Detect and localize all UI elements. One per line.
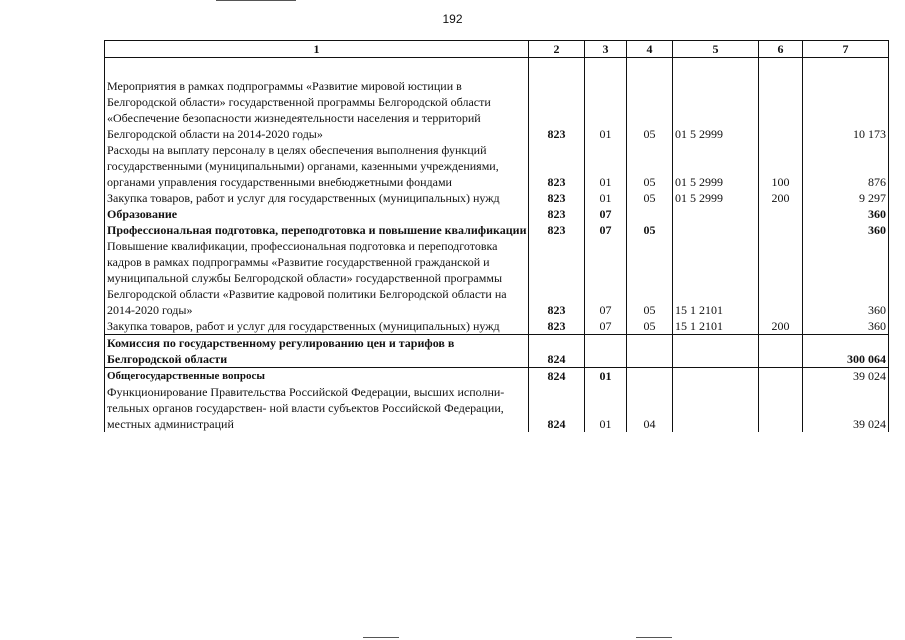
row-target-article: 01 5 2999 bbox=[673, 58, 759, 143]
row-name: Общегосударственные вопросы bbox=[105, 368, 529, 385]
row-amount: 9 297 bbox=[803, 190, 889, 206]
row-target-article bbox=[673, 384, 759, 432]
row-subsection-code: 05 bbox=[627, 142, 673, 190]
row-subsection-code: 05 bbox=[627, 318, 673, 335]
row-section-code: 07 bbox=[585, 222, 627, 238]
row-expense-type bbox=[759, 238, 803, 318]
row-target-article: 01 5 2999 bbox=[673, 142, 759, 190]
budget-table bbox=[104, 40, 889, 432]
table-row bbox=[105, 206, 889, 222]
row-expense-type bbox=[759, 384, 803, 432]
row-expense-type bbox=[759, 335, 803, 368]
row-section-code: 01 bbox=[585, 142, 627, 190]
row-expense-type: 100 bbox=[759, 142, 803, 190]
row-subsection-code: 05 bbox=[627, 190, 673, 206]
table-row bbox=[105, 222, 889, 238]
row-ministry-code: 823 bbox=[529, 222, 585, 238]
row-subsection-code: 05 bbox=[627, 58, 673, 143]
row-expense-type: 200 bbox=[759, 318, 803, 335]
row-section-code bbox=[585, 335, 627, 368]
row-target-article bbox=[673, 222, 759, 238]
header-col-6: 6 bbox=[759, 41, 803, 58]
row-target-article bbox=[673, 335, 759, 368]
row-amount: 360 bbox=[803, 318, 889, 335]
header-col-2: 2 bbox=[529, 41, 585, 58]
header-col-4: 4 bbox=[627, 41, 673, 58]
row-section-code: 07 bbox=[585, 238, 627, 318]
table-row bbox=[105, 238, 889, 318]
row-amount: 360 bbox=[803, 206, 889, 222]
row-subsection-code: 05 bbox=[627, 238, 673, 318]
row-name: Мероприятия в рамках подпрограммы «Развитие мировой юстиции в Белгородской области» государственной программы Белгородской области «Обеспечение безопасности жизнедеятельности населения и территорий Белгородской области на 2014-2020 годы» bbox=[105, 58, 529, 143]
row-expense-type bbox=[759, 368, 803, 385]
header-row bbox=[105, 41, 889, 58]
row-target-article: 01 5 2999 bbox=[673, 190, 759, 206]
row-subsection-code: 05 bbox=[627, 222, 673, 238]
header-col-3: 3 bbox=[585, 41, 627, 58]
row-name: Образование bbox=[105, 206, 529, 222]
row-amount: 360 bbox=[803, 238, 889, 318]
table-row bbox=[105, 368, 889, 385]
row-target-article: 15 1 2101 bbox=[673, 318, 759, 335]
top-rule bbox=[216, 0, 296, 1]
row-amount: 360 bbox=[803, 222, 889, 238]
row-section-code: 01 bbox=[585, 384, 627, 432]
row-ministry-code: 823 bbox=[529, 318, 585, 335]
row-ministry-code: 823 bbox=[529, 142, 585, 190]
row-expense-type bbox=[759, 58, 803, 143]
row-expense-type: 200 bbox=[759, 190, 803, 206]
row-amount: 876 bbox=[803, 142, 889, 190]
table-row bbox=[105, 58, 889, 143]
row-ministry-code: 823 bbox=[529, 238, 585, 318]
table-row bbox=[105, 142, 889, 190]
table-row bbox=[105, 335, 889, 368]
row-section-code: 01 bbox=[585, 58, 627, 143]
row-subsection-code: 04 bbox=[627, 384, 673, 432]
row-name: Комиссия по государственному регулированию цен и тарифов в Белгородской области bbox=[105, 335, 529, 368]
header-col-5: 5 bbox=[673, 41, 759, 58]
row-target-article bbox=[673, 368, 759, 385]
row-amount: 10 173 bbox=[803, 58, 889, 143]
row-name: Расходы на выплату персоналу в целях обеспечения выполнения функций государственными (муниципальными) органами, казенными учреждениями, органами управления государственными внебюджетными фондами bbox=[105, 142, 529, 190]
row-subsection-code bbox=[627, 335, 673, 368]
bottom-rule bbox=[363, 637, 399, 638]
row-section-code: 01 bbox=[585, 190, 627, 206]
row-name: Повышение квалификации, профессиональная подготовка и переподготовка кадров в рамках подпрограммы «Развитие государственной гражданской и муниципальной службы Белгородской области» государственной программы Белгородской области «Развитие кадровой политики Белгородской области на 2014-2020 годы» bbox=[105, 238, 529, 318]
row-ministry-code: 823 bbox=[529, 190, 585, 206]
row-ministry-code: 824 bbox=[529, 335, 585, 368]
row-subsection-code bbox=[627, 368, 673, 385]
header-col-1: 1 bbox=[105, 41, 529, 58]
page-number: 192 bbox=[442, 12, 463, 26]
row-name: Функционирование Правительства Российской Федерации, высших исполни- тельных органов государствен- ной власти субъектов Российской Федерации, местных администраций bbox=[105, 384, 529, 432]
row-target-article: 15 1 2101 bbox=[673, 238, 759, 318]
row-ministry-code: 824 bbox=[529, 384, 585, 432]
row-expense-type bbox=[759, 206, 803, 222]
bottom-rule bbox=[636, 637, 672, 638]
row-section-code: 01 bbox=[585, 368, 627, 385]
row-name: Профессиональная подготовка, переподготовка и повышение квалификации bbox=[105, 222, 529, 238]
row-target-article bbox=[673, 206, 759, 222]
table-row bbox=[105, 318, 889, 335]
row-subsection-code bbox=[627, 206, 673, 222]
row-expense-type bbox=[759, 222, 803, 238]
row-amount: 39 024 bbox=[803, 368, 889, 385]
table-row bbox=[105, 190, 889, 206]
row-amount: 39 024 bbox=[803, 384, 889, 432]
row-name: Закупка товаров, работ и услуг для государственных (муниципальных) нужд bbox=[105, 318, 529, 335]
row-ministry-code: 823 bbox=[529, 58, 585, 143]
row-section-code: 07 bbox=[585, 318, 627, 335]
row-amount: 300 064 bbox=[803, 335, 889, 368]
table-row bbox=[105, 384, 889, 432]
row-name: Закупка товаров, работ и услуг для государственных (муниципальных) нужд bbox=[105, 190, 529, 206]
header-col-7: 7 bbox=[803, 41, 889, 58]
row-section-code: 07 bbox=[585, 206, 627, 222]
row-ministry-code: 823 bbox=[529, 206, 585, 222]
row-ministry-code: 824 bbox=[529, 368, 585, 385]
